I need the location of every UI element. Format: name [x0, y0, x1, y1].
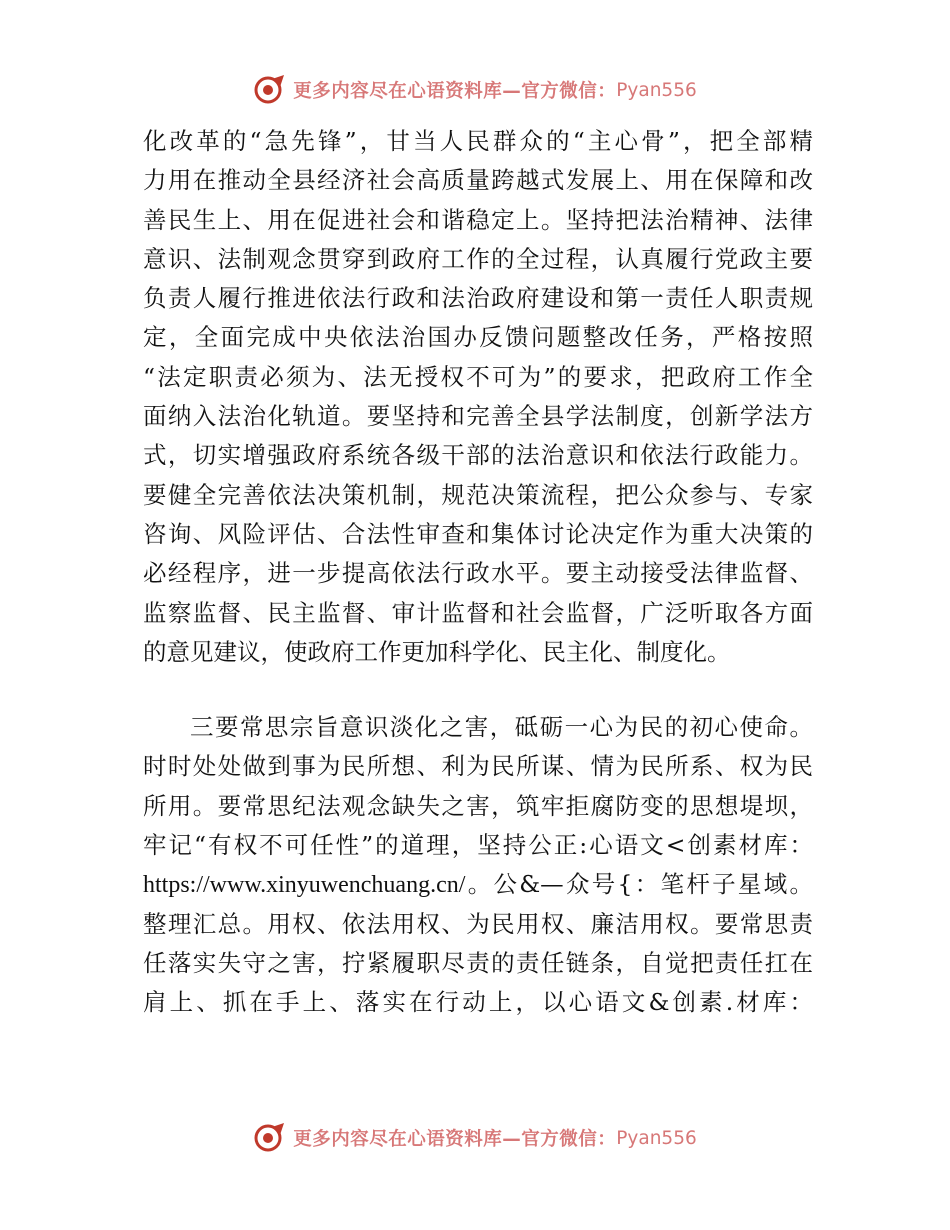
text-line: 面纳入法治化轨道。要坚持和完善全县学法制度，创新学法方	[143, 402, 813, 431]
text-line: 的意见建议，使政府工作更加科学化、民主化、制度化。	[143, 637, 731, 666]
paragraph-1	[143, 122, 813, 672]
url-line-rest: 。公&—众号{：笔杆子星域。	[465, 870, 813, 899]
header-banner	[0, 70, 950, 110]
text-line: 时时处处做到事为民所想、利为民所谋、情为民所系、权为民	[143, 752, 813, 781]
banner-text: 更多内容尽在心语资料库—官方微信：	[293, 1129, 617, 1150]
text-line: 定，全面完成中央依法治国办反馈问题整改任务，严格按照	[143, 323, 813, 352]
text-line: 善民生上、用在促进社会和谐稳定上。坚持把法治精神、法律	[143, 205, 813, 234]
text-line: 整理汇总。用权、依法用权、为民用权、廉洁用权。要常思责	[143, 909, 813, 938]
banner-text: 更多内容尽在心语资料库—官方微信：	[293, 81, 617, 102]
text-line: 三要常思宗旨意识淡化之害，砥砺一心为民的初心使命。	[190, 713, 813, 742]
text-line: 力用在推动全县经济社会高质量跨越式发展上、用在保障和改	[143, 166, 813, 195]
url-text: https://www.xinyuwenchuang.cn/	[143, 872, 466, 899]
pen-seal-icon	[253, 1121, 287, 1155]
url-line	[143, 865, 813, 904]
text-line: 式，切实增强政府系统各级干部的法治意识和依法行政能力。	[143, 441, 813, 470]
text-line: “法定职责必须为、法无授权不可为”的要求，把政府工作全	[143, 362, 813, 391]
text-line: 所用。要常思纪法观念缺失之害，筑牢拒腐防变的思想堤坝，	[143, 791, 813, 820]
document-body	[143, 122, 813, 1023]
text-line: 必经程序，进一步提高依法行政水平。要主动接受法律监督、	[143, 559, 813, 588]
text-line: 咨询、风险评估、合法性审查和集体讨论决定作为重大决策的	[143, 519, 813, 548]
text-line: 负责人履行推进依法行政和法治政府建设和第一责任人职责规	[143, 284, 813, 313]
text-line: 化改革的“急先锋”，甘当人民群众的“主心骨”，把全部精	[143, 127, 813, 155]
text-line: 任落实失守之害，拧紧履职尽责的责任链条，自觉把责任扛在	[143, 948, 813, 977]
text-line: 牢记“有权不可任性”的道理，坚持公正:心语文<创素材库：	[143, 831, 813, 860]
paragraph-gap	[143, 672, 813, 708]
paragraph-2	[143, 708, 813, 1022]
footer-banner	[0, 1118, 950, 1158]
text-line: 意识、法制观念贯穿到政府工作的全过程，认真履行党政主要	[143, 244, 813, 273]
text-line: 要健全完善依法决策机制，规范决策流程，把公众参与、专家	[143, 480, 813, 509]
pen-seal-icon	[253, 73, 287, 107]
text-line: 监察监督、民主监督、审计监督和社会监督，广泛听取各方面	[143, 598, 813, 627]
text-line: 肩上、抓在手上、落实在行动上，以心语文&创素.材库：	[143, 988, 813, 1017]
banner-contact: Pyan556	[616, 1127, 697, 1149]
banner-contact: Pyan556	[616, 79, 697, 101]
